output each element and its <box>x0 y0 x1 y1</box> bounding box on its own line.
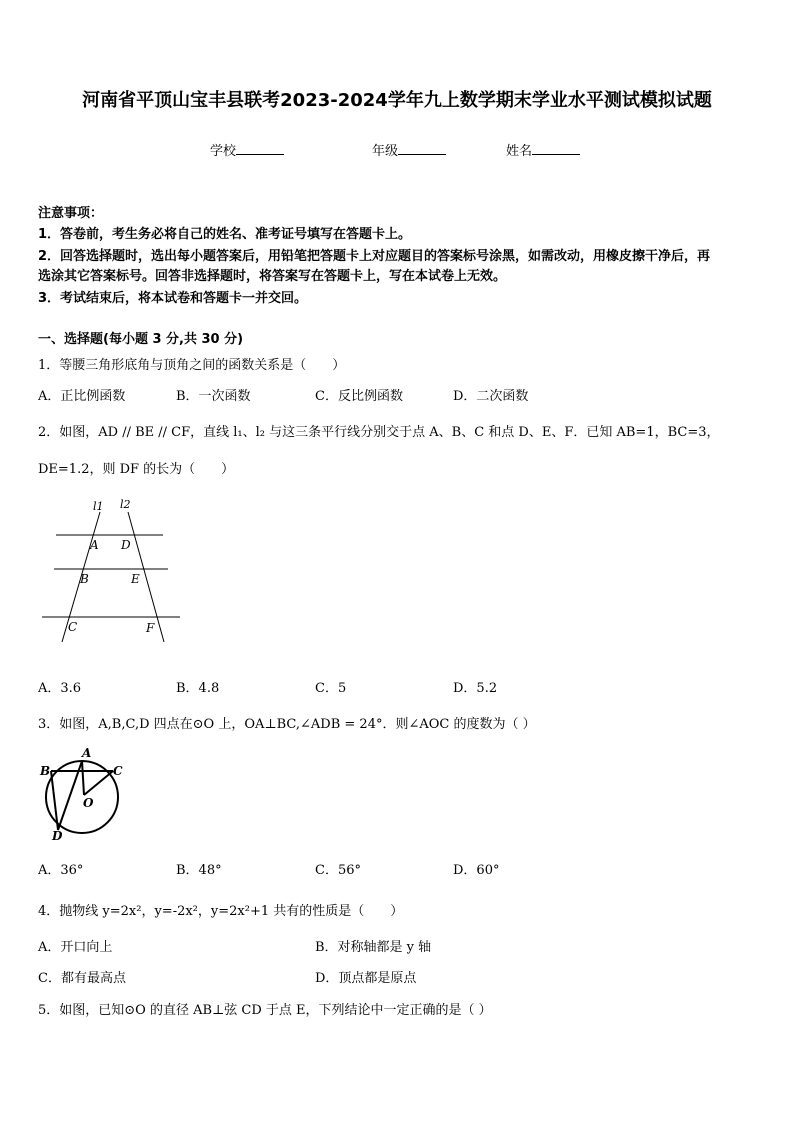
name-blank <box>532 142 580 155</box>
point-f: F <box>146 621 155 635</box>
point-b: B <box>80 572 89 586</box>
point-d: D <box>52 829 63 843</box>
q2-stem-line2: DE=1.2，则 DF 的长为（ ） <box>38 462 235 477</box>
notice-item-2: 2．回答选择题时，选出每小题答案后，用铅笔把答题卡上对应题目的答案标号涂黑，如需改动，用橡皮擦干净后，再 <box>38 249 711 264</box>
q4-option-b: B．对称轴都是 y 轴 <box>315 940 432 955</box>
name-label: 姓名 <box>506 144 533 159</box>
q3-option-b: B．48° <box>176 863 222 878</box>
q3-stem: 3．如图，A,B,C,D 四点在⊙O 上，OA⊥BC,∠ADB = 24°．则∠AOC 的度数为（ ） <box>38 717 536 732</box>
school-field <box>210 140 284 159</box>
q3-option-c: C．56° <box>315 863 361 878</box>
q2-option-a: A．3.6 <box>38 681 82 696</box>
q1-option-a: A．正比例函数 <box>38 389 126 404</box>
grade-blank <box>398 142 446 155</box>
notice-item-3: 3．考试结束后，将本试卷和答题卡一并交回。 <box>38 291 308 306</box>
name-field <box>506 140 580 159</box>
q4-option-c: C．都有最高点 <box>38 971 126 986</box>
notice-item-1: 1．答卷前，考生务必将自己的姓名、准考证号填写在答题卡上。 <box>38 227 412 242</box>
q1-option-d: D．二次函数 <box>453 389 529 404</box>
q5-stem: 5．如图，已知⊙O 的直径 AB⊥弦 CD 于点 E，下列结论中一定正确的是（ ） <box>38 1003 492 1018</box>
notice-heading: 注意事项： <box>38 206 104 221</box>
q4-stem: 4．抛物线 y=2x²，y=-2x²，y=2x²+1 共有的性质是（ ） <box>38 904 404 919</box>
q4-option-a: A．开口向上 <box>38 940 113 955</box>
page-title: 河南省平顶山宝丰县联考2023-2024学年九上数学期末学业水平测试模拟试题 <box>82 90 712 111</box>
q1-option-c: C．反比例函数 <box>315 389 403 404</box>
q2-figure <box>36 494 186 650</box>
label-l1: l1 <box>93 500 104 513</box>
q2-option-b: B．4.8 <box>176 681 220 696</box>
point-a: A <box>82 746 92 760</box>
school-blank <box>236 142 284 155</box>
point-o: O <box>83 796 94 810</box>
grade-label: 年级 <box>372 144 399 159</box>
q3-option-a: A．36° <box>38 863 84 878</box>
grade-field <box>372 140 446 159</box>
q1-stem: 1．等腰三角形底角与顶角之间的函数关系是（ ） <box>38 358 346 373</box>
q2-option-c: C．5 <box>315 681 347 696</box>
label-l2: l2 <box>120 498 131 511</box>
school-label: 学校 <box>210 144 237 159</box>
radius-oa <box>82 761 84 795</box>
q2-stem-line1: 2．如图，AD // BE // CF，直线 l₁、l₂ 与这三条平行线分别交于点 A、B、C 和点 D、E、F．已知 AB=1，BC=3， <box>38 425 720 440</box>
point-d: D <box>121 538 131 552</box>
section-heading: 一、选择题(每小题 3 分,共 30 分) <box>38 332 244 347</box>
radius-oc <box>84 771 113 795</box>
point-c: C <box>113 764 123 778</box>
notice-item-2-cont: 选涂其它答案标号。回答非选择题时，将答案写在答题卡上，写在本试卷上无效。 <box>38 269 507 284</box>
q4-option-d: D．顶点都是原点 <box>315 971 417 986</box>
point-e: E <box>131 572 140 586</box>
point-a: A <box>90 538 99 552</box>
q2-option-d: D．5.2 <box>453 681 498 696</box>
point-b: B <box>40 764 51 778</box>
q3-option-d: D．60° <box>453 863 500 878</box>
q1-option-b: B．一次函数 <box>176 389 251 404</box>
point-c: C <box>68 620 78 634</box>
q3-figure <box>38 744 133 844</box>
